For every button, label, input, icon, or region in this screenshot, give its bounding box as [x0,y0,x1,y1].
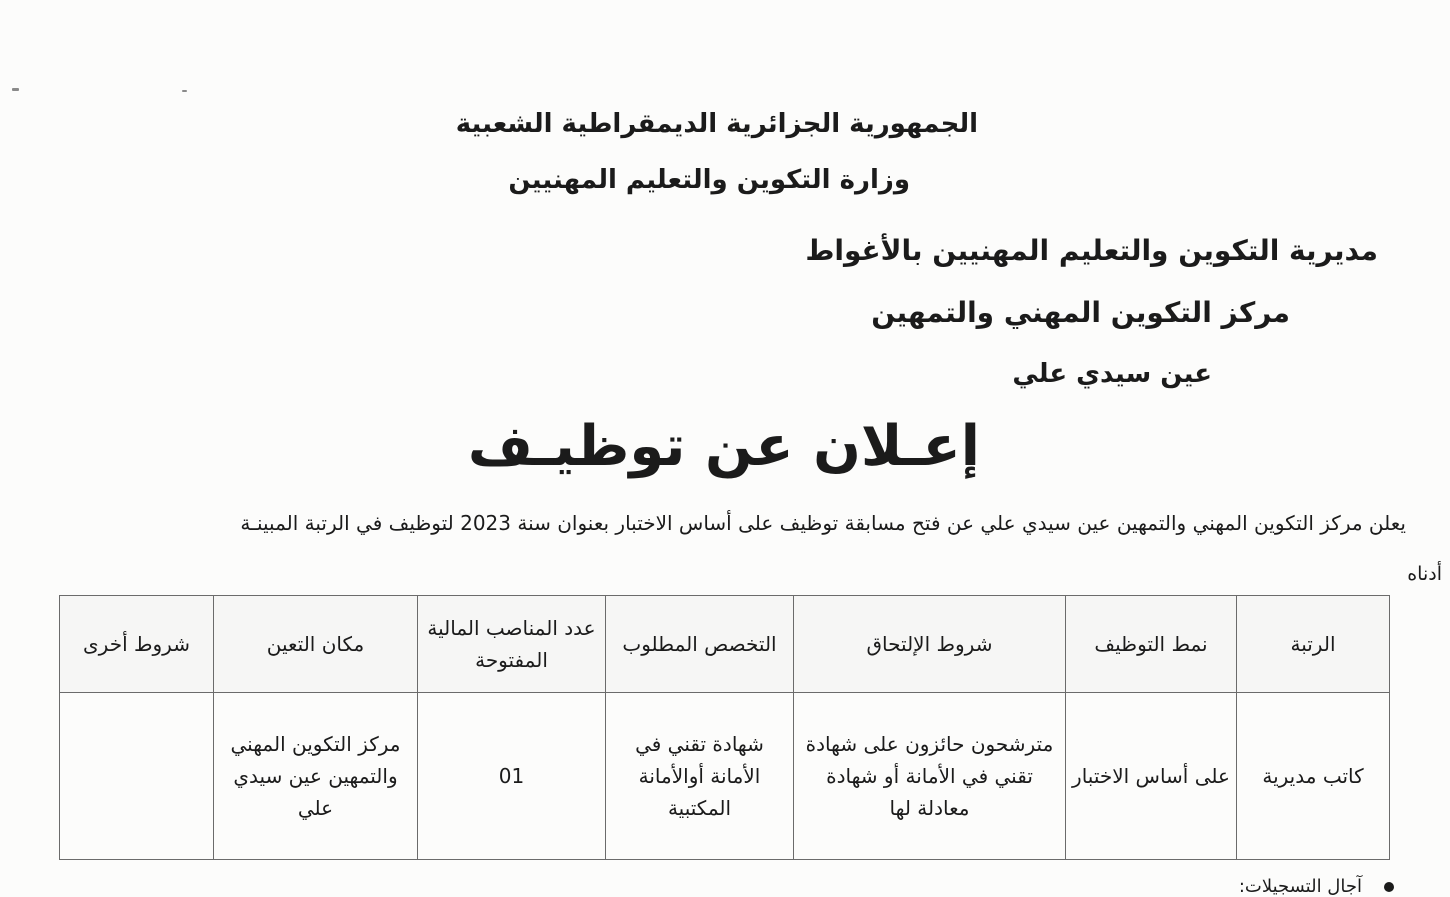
table-header-row [60,596,1390,693]
scan-speck [12,88,19,91]
registration-deadlines-label: آجال التسجيلات: [1238,876,1362,897]
announcement-title: إعـلان عن توظيـف [467,414,980,479]
header-specialty: التخصص المطلوب [606,596,794,693]
cell-location [214,693,418,860]
announcement-intro-continued: أدناه [1407,563,1442,585]
cell-positions [418,693,606,860]
cell-other [60,693,214,860]
center-name: مركز التكوين المهني والتمهين [871,296,1290,329]
announcement-intro: يعلن مركز التكوين المهني والتمهين عين سيدي علي عن فتح مسابقة توظيف على أساس الاختبار بعنوان سنة 2023 لتوظيف في الرتبة المبينـة [240,511,1406,535]
directorate-name: مديرية التكوين والتعليم المهنيين بالأغواط [805,234,1378,267]
ministry-name: وزارة التكوين والتعليم المهنيين [508,165,910,195]
place-name: عين سيدي علي [1012,359,1212,389]
positions-table [59,595,1390,860]
header-positions: عدد المناصب المالية المفتوحة [418,596,606,693]
header-location: مكان التعين [214,596,418,693]
republic-name: الجمهورية الجزائرية الديمقراطية الشعبية [455,109,978,139]
registration-deadlines [1239,876,1394,897]
cell-recruitment-mode-text: على أساس الاختبار [1072,764,1230,788]
cell-recruitment-mode [1066,693,1237,860]
bullet-icon [1384,882,1394,892]
cell-specialty [606,693,794,860]
header-conditions: شروط الإلتحاق [794,596,1066,693]
header-recruitment-mode: نمط التوظيف [1066,596,1237,693]
header-rank: الرتبة [1237,596,1390,693]
header-other: شروط أخرى [60,596,214,693]
cell-specialty-text: شهادة تقني في الأمانة أوالأمانة المكتبية [635,732,764,820]
cell-conditions [794,693,1066,860]
scan-speck [182,90,187,92]
cell-positions-text: 01 [498,764,525,788]
cell-rank [1237,693,1390,860]
cell-location-text: مركز التكوين المهني والتمهين عين سيدي علي [230,732,401,820]
cell-rank-text: كاتب مديرية [1262,764,1364,788]
cell-conditions-text: مترشحون حائزون على شهادة تقني في الأمانة أو شهادة معادلة لها [805,732,1054,820]
table-row [60,693,1390,860]
